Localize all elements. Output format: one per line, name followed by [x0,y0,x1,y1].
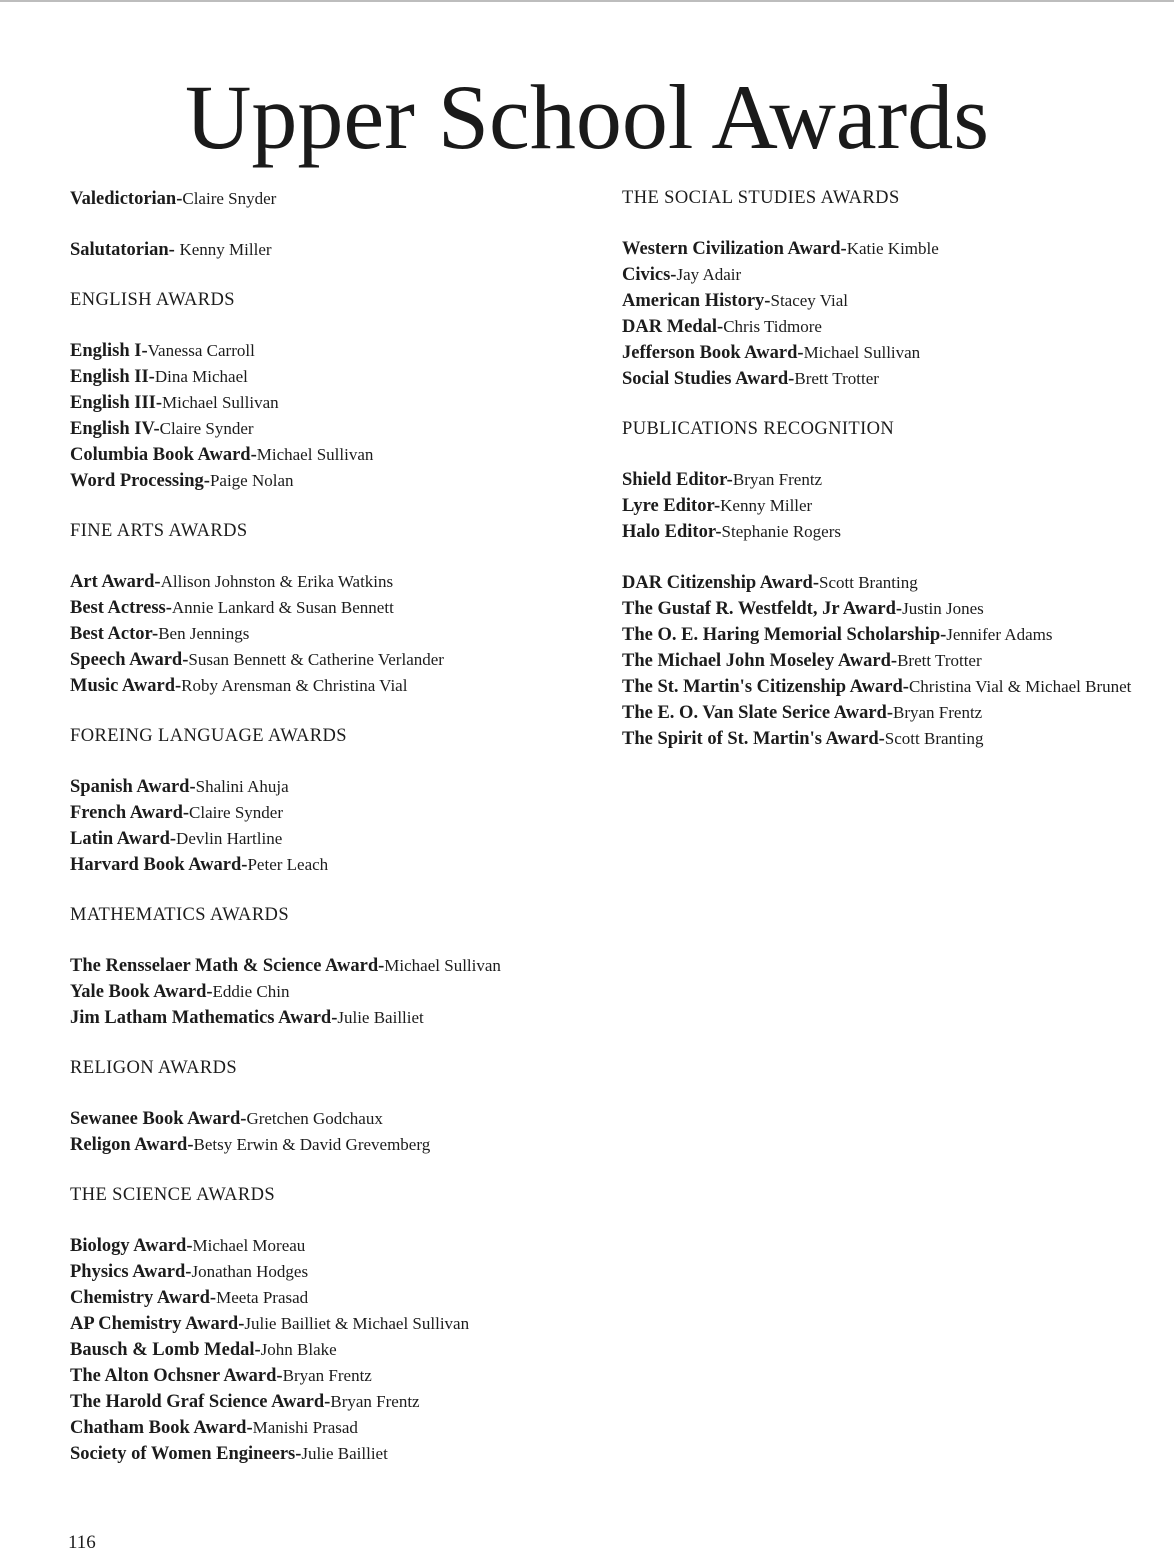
award-recipient: Michael Sullivan [803,343,921,362]
award-name: Art Award- [70,572,161,592]
spacer [70,878,590,903]
award-entry [70,338,590,364]
award-name: English II- [70,367,155,387]
award-name: Chatham Book Award- [70,1418,253,1438]
award-recipient: Bryan Frentz [893,703,983,722]
award-entry [70,1337,590,1363]
award-recipient: Brett Trotter [794,369,879,388]
award-recipient: Justin Jones [902,599,984,618]
award-name: AP Chemistry Award- [70,1314,245,1334]
award-entry [70,1415,590,1441]
award-recipient: Manishi Prasad [252,1418,358,1437]
award-name: American History- [622,291,771,311]
award-recipient: Jennifer Adams [946,625,1053,644]
spacer [622,211,1162,236]
award-entry [622,236,1162,262]
award-entry [70,1285,590,1311]
award-name: Music Award- [70,676,182,696]
award-recipient: Scott Branting [819,573,918,592]
award-name: Best Actor- [70,624,159,644]
award-entry [70,826,590,852]
award-name: Religon Award- [70,1135,194,1155]
spacer [70,928,590,953]
award-entry [622,340,1162,366]
award-recipient: Bryan Frentz [282,1366,372,1385]
award-recipient: Devlin Hartline [176,829,283,848]
award-recipient: Katie Kimble [846,239,939,258]
award-name: Bausch & Lomb Medal- [70,1340,261,1360]
award-entry [622,467,1162,493]
award-entry [70,364,590,390]
award-entry [622,366,1162,392]
award-recipient: Michael Sullivan [256,445,374,464]
award-entry [622,262,1162,288]
award-entry [70,237,590,263]
top-border-line [0,0,1174,2]
award-recipient: Meeta Prasad [216,1288,309,1307]
award-entry [70,800,590,826]
spacer [70,749,590,774]
award-name: The Rensselaer Math & Science Award- [70,956,385,976]
award-recipient: Brett Trotter [897,651,982,670]
award-recipient: Annie Lankard & Susan Bennett [171,598,394,617]
section-heading: RELIGON AWARDS [70,1058,238,1078]
award-name: Salutatorian- [70,240,180,260]
award-name: Social Studies Award- [622,369,795,389]
award-entry [622,493,1162,519]
award-recipient: Roby Arensman & Christina Vial [181,676,408,695]
award-entry [70,673,590,699]
award-recipient: Julie Bailliet & Michael Sullivan [244,1314,470,1333]
award-name: Shield Editor- [622,470,733,490]
award-recipient: Gretchen Godchaux [246,1109,383,1128]
award-name: DAR Citizenship Award- [622,573,819,593]
award-name: Speech Award- [70,650,189,670]
award-entry [70,979,590,1005]
right-column [622,186,1162,752]
award-recipient: Julie Bailliet [301,1444,388,1463]
award-recipient: Kenny Miller [179,240,272,259]
award-entry [70,390,590,416]
spacer [70,1208,590,1233]
award-recipient: Christina Vial & Michael Brunet [908,677,1132,696]
award-name: Word Processing- [70,471,210,491]
award-entry [70,953,590,979]
award-entry [70,468,590,494]
award-entry [70,1259,590,1285]
award-name: The St. Martin's Citizenship Award- [622,677,909,697]
award-name: Western Civilization Award- [622,239,847,259]
award-name: The E. O. Van Slate Serice Award- [622,703,893,723]
award-name: French Award- [70,803,190,823]
award-recipient: Betsy Erwin & David Grevemberg [193,1135,431,1154]
award-entry [622,726,1162,752]
award-name: Chemistry Award- [70,1288,217,1308]
award-entry [70,774,590,800]
spacer [70,699,590,724]
award-entry [70,442,590,468]
award-recipient: Susan Bennett & Catherine Verlander [188,650,444,669]
award-recipient: Shalini Ahuja [195,777,289,796]
award-name: English I- [70,341,148,361]
award-recipient: Chris Tidmore [723,317,822,336]
award-name: Yale Book Award- [70,982,213,1002]
section-heading: THE SOCIAL STUDIES AWARDS [622,188,900,208]
award-name: The Spirit of St. Martin's Award- [622,729,885,749]
award-recipient: Stacey Vial [770,291,848,310]
award-recipient: Bryan Frentz [732,470,823,489]
award-entry [70,1363,590,1389]
award-recipient: Julie Bailliet [337,1008,424,1027]
award-name: Jefferson Book Award- [622,343,804,363]
award-name: Society of Women Engineers- [70,1444,302,1464]
award-recipient: Kenny Miller [720,496,813,515]
award-entry [622,314,1162,340]
spacer [70,1031,590,1056]
award-name: The Harold Graf Science Award- [70,1392,331,1412]
award-name: Physics Award- [70,1262,192,1282]
award-entry [70,569,590,595]
award-name: Jim Latham Mathematics Award- [70,1008,338,1028]
spacer [622,392,1162,417]
award-recipient: Claire Synder [189,803,283,822]
award-entry [70,1311,590,1337]
section-heading: MATHEMATICS AWARDS [70,905,290,925]
award-recipient: Jay Adair [676,265,742,284]
spacer [70,494,590,519]
award-recipient: John Blake [260,1340,337,1359]
award-recipient: Dina Michael [154,367,248,386]
award-entry [622,674,1162,700]
award-recipient: Bryan Frentz [330,1392,420,1411]
award-entry [70,1005,590,1031]
section-heading: ENGLISH AWARDS [70,290,235,310]
award-recipient: Peter Leach [247,855,329,874]
award-name: Valedictorian- [70,189,183,209]
award-entry [622,570,1162,596]
section-heading: FOREING LANGUAGE AWARDS [70,726,347,746]
award-name: Harvard Book Award- [70,855,248,875]
award-recipient: Claire Synder [159,419,254,438]
award-name: The O. E. Haring Memorial Scholarship- [622,625,947,645]
award-name: The Gustaf R. Westfeldt, Jr Award- [622,599,903,619]
award-name: Best Actress- [70,598,172,618]
spacer [70,212,590,237]
award-entry [622,648,1162,674]
spacer [70,1081,590,1106]
award-recipient: Ben Jennings [158,624,250,643]
award-recipient: Claire Snyder [182,189,277,208]
award-name: English IV- [70,419,160,439]
award-name: Halo Editor- [622,522,722,542]
spacer [622,442,1162,467]
section-heading: PUBLICATIONS RECOGNITION [622,419,895,439]
award-entry [622,622,1162,648]
award-entry [70,186,590,212]
award-recipient: Michael Sullivan [384,956,501,975]
award-name: Biology Award- [70,1236,193,1256]
left-column [70,186,590,1467]
award-name: Spanish Award- [70,777,196,797]
award-name: Sewanee Book Award- [70,1109,247,1129]
award-entry [622,700,1162,726]
award-name: Columbia Book Award- [70,445,257,465]
page-title: Upper School Awards [184,66,990,168]
award-name: English III- [70,393,163,413]
spacer [70,1158,590,1183]
award-recipient: Paige Nolan [209,471,294,490]
award-name: Civics- [622,265,677,285]
spacer [70,544,590,569]
award-entry [70,1389,590,1415]
award-recipient: Vanessa Carroll [147,341,255,360]
award-recipient: Michael Sullivan [162,393,279,412]
award-entry [70,1132,590,1158]
spacer [70,263,590,288]
award-entry [70,595,590,621]
award-recipient: Stephanie Rogers [721,522,841,541]
award-entry [70,416,590,442]
award-entry [70,647,590,673]
spacer [622,545,1162,570]
page-number: 116 [68,1532,96,1553]
award-entry [70,1441,590,1467]
spacer [70,313,590,338]
award-recipient: Jonathan Hodges [191,1262,309,1281]
award-name: Lyre Editor- [622,496,721,516]
award-entry [70,621,590,647]
award-recipient: Michael Moreau [192,1236,306,1255]
section-heading: FINE ARTS AWARDS [70,521,248,541]
section-heading: THE SCIENCE AWARDS [70,1185,276,1205]
award-name: Latin Award- [70,829,177,849]
award-entry [70,1106,590,1132]
award-recipient: Eddie Chin [212,982,290,1001]
award-name: The Michael John Moseley Award- [622,651,898,671]
award-recipient: Scott Branting [884,729,984,748]
award-entry [622,288,1162,314]
award-name: DAR Medal- [622,317,724,337]
award-entry [622,519,1162,545]
award-name: The Alton Ochsner Award- [70,1366,283,1386]
award-entry [622,596,1162,622]
award-entry [70,1233,590,1259]
award-recipient: Allison Johnston & Erika Watkins [160,572,394,591]
award-entry [70,852,590,878]
